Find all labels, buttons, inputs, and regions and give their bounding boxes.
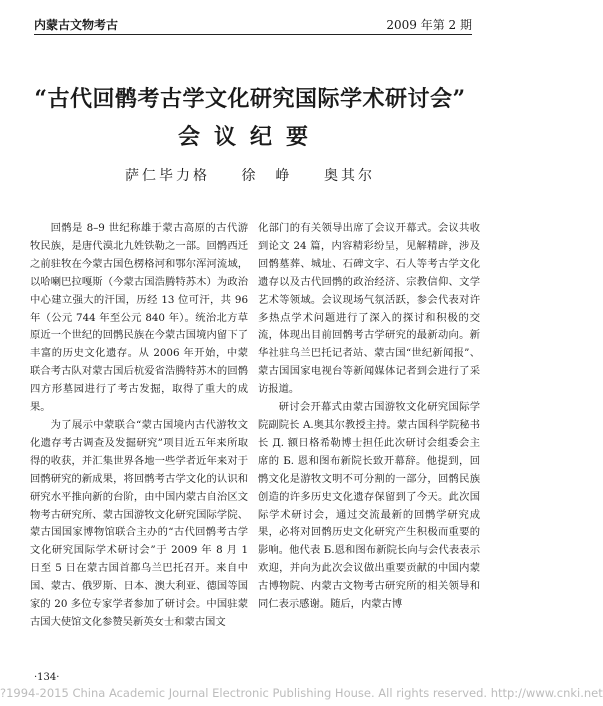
author-name: 奥其尔 <box>323 168 375 184</box>
author-list <box>0 165 500 185</box>
copyright-footer: ?1994-2015 China Academic Journal Electronic Publishing House. All rights reserved. http://www.cnki.net <box>0 686 603 700</box>
article-title: “古代回鹘考古学文化研究国际学术研讨会” <box>34 86 466 112</box>
right-column <box>258 220 480 614</box>
body-paragraph: 化部门的有关领导出席了会议开幕式。会议共收到论文 24 篇，内容精彩纷呈，见解精辟，涉及回鹘墓葬、城址、石碑文字、石人等考古学文化遗存以及古代回鹘的政治经济、宗教信仰、文学艺术等领域。会议现场气氛活跃，参会代表对许多热点学术问题进行了深入的探讨和积极的交流，体现出目前回鹘考古学研究的最新动向。新华社驻乌兰巴托记者站、蒙古国“世纪新闻报”、蒙古国国家电视台等新闻媒体记者到会进行了采访报道。 <box>258 222 480 396</box>
page-number: ·134· <box>34 672 60 683</box>
header-rule <box>34 34 472 35</box>
author-name: 徐 峥 <box>241 168 293 184</box>
article-subtitle: 会议纪要 <box>177 124 322 150</box>
left-column <box>30 220 248 632</box>
journal-name: 内蒙古文物考古 <box>34 18 119 32</box>
body-paragraph: 为了展示中蒙联合“蒙古国境内古代游牧文化遗存考古调查及发掘研究”项目近五年来所取得的收获，并汇集世界各地一些学者近年来对于回鹘研究的新成果，将回鹘考古学文化的认识和研究水平推向新的台阶，由中国内蒙古自治区文物考古研究所、蒙古国游牧文化研究国际学院、蒙古国国家博物馆联合主办的“古代回鹘考古学文化研究国际学术研讨会”于 2009 年 8 月 1 日至 5 日在蒙古国首都乌兰巴托召开。来自中国、蒙古、俄罗斯、日本、澳大利亚、德国等国家的 20 多位专家学者参加了研讨会。中国驻蒙古国大使馆文化参赞吴新英女士和蒙古国文 <box>30 418 248 628</box>
running-header <box>34 14 472 34</box>
author-name: 萨仁毕力格 <box>125 168 211 184</box>
issue-label: 2009 年第 2 期 <box>386 18 472 32</box>
body-paragraph: 回鹘是 8–9 世纪称雄于蒙古高原的古代游牧民族，是唐代漠北九姓铁勒之一部。回鹘西迁之前驻牧在今蒙古国色楞格河和鄂尔浑河流域，以哈喇巴拉嘎斯（今蒙古国浩腾特苏木）为政治中心建立强大的汗国，历经 13 位可汗，共 96 年（公元 744 年至公元 840 年）。统治北方草原近一个世纪的回鹘民族在今蒙古国境内留下了丰富的历史文化遗存。从 2006 年开始，中蒙联合考古队对蒙古国后杭爱省浩腾特苏木的回鹘四方形墓园进行了考古发掘，取得了重大的成果。 <box>30 222 248 414</box>
body-paragraph: 研讨会开幕式由蒙古国游牧文化研究国际学院副院长 A.奥其尔教授主持。蒙古国科学院秘书长 Д. 额日格希勒博士担任此次研讨会组委会主席的 Б. 恩和图布新院长致开幕辞。他提到，回鹘文化是游牧文明不可分割的一部分，回鹘民族创造的许多历史文化遗存保留到了今天。此次国际学术研讨会，通过交流最新的回鹘学研究成果，必将对回鹘历史文化研究产生积极而重要的影响。他代表 Б.恩和图布新院长向与会代表表示欢迎，并向为此次会议做出重要贡献的中国内蒙古博物院、内蒙古文物考古研究所的相关领导和同仁表示感谢。随后，内蒙古博 <box>258 401 480 611</box>
